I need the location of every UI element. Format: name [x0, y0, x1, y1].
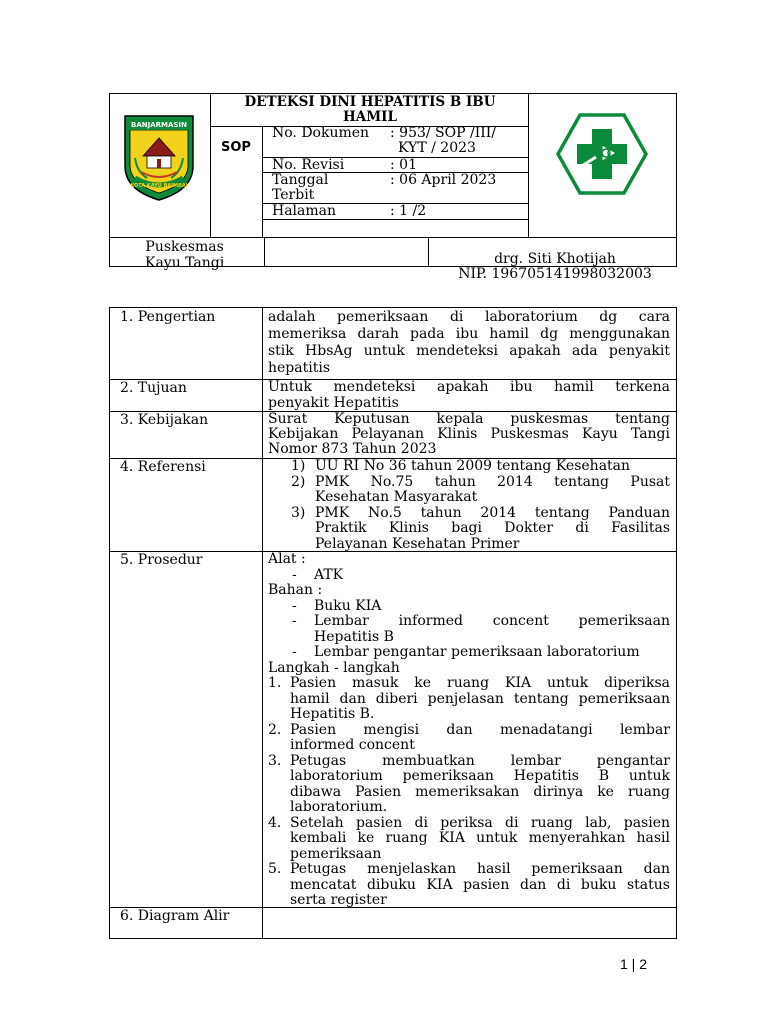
text-line: laboratorium. — [290, 799, 388, 815]
list-number: 3) — [291, 504, 306, 521]
text-line: Lembar pengantar pemeriksaan laboratorium — [314, 644, 640, 660]
text-line: Setelah pasien di periksa di ruang lab, pasien — [290, 815, 670, 831]
text-line: Untuk mendeteksi apakah ibu hamil terkena — [268, 380, 670, 395]
text-line: UU RI No 36 tahun 2009 tentang Kesehatan — [315, 458, 631, 474]
text-line: pemeriksaan — [290, 845, 382, 862]
no-revisi-value: : 01 — [390, 157, 417, 173]
text-line: Pelayanan Kesehatan Primer — [315, 535, 520, 552]
text-line: ATK — [314, 566, 344, 583]
bullet: - — [292, 644, 297, 660]
text-line: laboratorium pemeriksaan Hepatitis B untuk — [290, 769, 670, 784]
puskesmas-logo-icon — [556, 113, 648, 195]
text-line: Nomor 873 Tahun 2023 — [268, 442, 437, 457]
no-dokumen-value: KYT / 2023 — [398, 140, 476, 156]
text-line: Praktik Klinis bagi Dokter di Fasilitas — [315, 521, 670, 536]
step-item — [268, 862, 670, 909]
city-logo-bottom-text: KOTA KAYU BAIMBAI — [130, 183, 188, 189]
row-label-pengertian: 1. Pengertian — [120, 309, 216, 325]
text-line: hepatitis — [268, 360, 331, 376]
list-number: 3. — [268, 752, 282, 769]
row-label-tujuan: 2. Tujuan — [120, 380, 187, 396]
langkah-label: Langkah - langkah — [268, 659, 400, 676]
text-line: hamil dan diberi penjelasan tentang pemeriksaan — [290, 691, 670, 707]
text-line: serta register — [290, 892, 387, 908]
row-label-kebijakan: 3. Kebijakan — [120, 412, 209, 428]
tanggal-value: : 06 April 2023 — [390, 172, 497, 188]
puskesmas-logo — [556, 113, 648, 195]
divider — [528, 93, 529, 237]
document-title — [212, 95, 528, 125]
tanggal-label: Terbit — [272, 187, 315, 203]
signer-nip: NIP. 196705141998032003 — [458, 266, 652, 282]
text-line: Petugas membuatkan lembar pengantar — [290, 753, 670, 769]
list-number: 2) — [291, 473, 306, 490]
divider — [428, 237, 429, 267]
text-line: adalah pemeriksaan di laboratorium dg cara — [268, 309, 670, 325]
bullet: - — [292, 613, 297, 629]
bahan-item — [268, 599, 670, 615]
puskesmas-name — [145, 239, 224, 271]
title-line: HAMIL — [343, 109, 397, 125]
list-number: 1) — [291, 458, 306, 474]
no-revisi-label: No. Revisi — [272, 157, 345, 173]
puskesmas-name-line: Puskesmas — [145, 239, 224, 255]
tanggal-label: Tanggal — [272, 172, 329, 188]
alat-label: Alat : — [268, 551, 306, 567]
text-line: stik HbsAg untuk mendeteksi apakah ada penyakit — [268, 343, 670, 359]
divider — [262, 219, 528, 220]
referensi-list — [291, 459, 670, 552]
text-line: kembali ke ruang KIA untuk menyerahkan hasil — [290, 831, 670, 846]
text-line: PMK No.5 tahun 2014 tentang Panduan — [315, 505, 670, 521]
referensi-item — [291, 475, 670, 506]
divider — [109, 237, 677, 238]
text-line: Pasien masuk ke ruang KIA untuk diperiksa — [290, 676, 670, 691]
text-line: penyakit Hepatitis — [268, 395, 399, 411]
city-logo-emblem-icon — [121, 112, 197, 202]
row-label-diagram-alir: 6. Diagram Alir — [120, 908, 230, 924]
title-line: DETEKSI DINI HEPATITIS B IBU — [244, 94, 496, 110]
referensi-item — [291, 459, 670, 475]
bahan-label: Bahan : — [268, 582, 323, 598]
halaman-label: Halaman — [272, 203, 337, 219]
list-number: 5. — [268, 861, 282, 877]
list-number: 1. — [268, 675, 282, 691]
bahan-item — [268, 614, 670, 645]
halaman-value: : 1 /2 — [390, 203, 427, 219]
step-item — [268, 754, 670, 816]
text-line: Pasien mengisi dan menadatangi lembar — [290, 722, 670, 738]
list-number: 4. — [268, 814, 282, 831]
bullet: - — [292, 566, 297, 583]
no-dokumen-label: No. Dokumen — [272, 125, 370, 141]
divider — [210, 93, 211, 237]
signer-name: drg. Siti Khotijah — [494, 251, 616, 267]
bahan-item — [268, 645, 670, 661]
signer-block — [440, 252, 670, 282]
divider — [262, 126, 263, 237]
text-line: mencatat dibuku KIA pasien dan di buku status — [290, 877, 670, 893]
step-item — [268, 816, 670, 863]
referensi-item — [291, 506, 670, 553]
text-line: Lembar informed concent pemeriksaan — [314, 614, 670, 629]
text-line: Hepatitis B. — [290, 706, 375, 722]
kebijakan-content — [268, 412, 670, 457]
text-line: Kesehatan Masyarakat — [315, 489, 478, 505]
city-logo — [121, 112, 197, 202]
text-line: dibawa Pasien memeriksakan dirinya ke ruang — [290, 784, 670, 800]
no-dokumen-value: : 953/ SOP /III/ — [390, 125, 497, 141]
text-line: Surat Keputusan kepala puskesmas tentang — [268, 412, 670, 427]
row-label-referensi: 4. Referensi — [120, 459, 206, 475]
text-line: memeriksa darah pada ibu hamil dg menggunakan — [268, 326, 670, 342]
page-number: 1 | 2 — [620, 956, 647, 972]
divider — [264, 237, 265, 267]
sop-label: SOP — [221, 140, 251, 155]
alat-item — [268, 568, 670, 584]
tujuan-content — [268, 380, 670, 411]
text-line: PMK No.75 tahun 2014 tentang Pusat — [315, 474, 670, 490]
text-line: Hepatitis B — [314, 628, 394, 645]
pengertian-content — [268, 309, 670, 377]
divider — [262, 307, 263, 939]
text-line: Petugas menjelaskan hasil pemeriksaan dan — [290, 862, 670, 877]
text-line: Kebijakan Pelayanan Klinis Puskesmas Kayu Tangi — [268, 427, 670, 442]
text-line: Buku KIA — [314, 597, 382, 614]
text-line: informed concent — [290, 737, 415, 753]
city-logo-top-text: BANJARMASIN — [131, 121, 187, 129]
list-number: 2. — [268, 721, 282, 738]
row-label-prosedur: 5. Prosedur — [120, 552, 203, 568]
puskesmas-name-line: Kayu Tangi — [145, 255, 225, 271]
step-item — [268, 676, 670, 723]
step-item — [268, 723, 670, 754]
prosedur-content — [268, 552, 670, 909]
bullet: - — [292, 597, 297, 614]
